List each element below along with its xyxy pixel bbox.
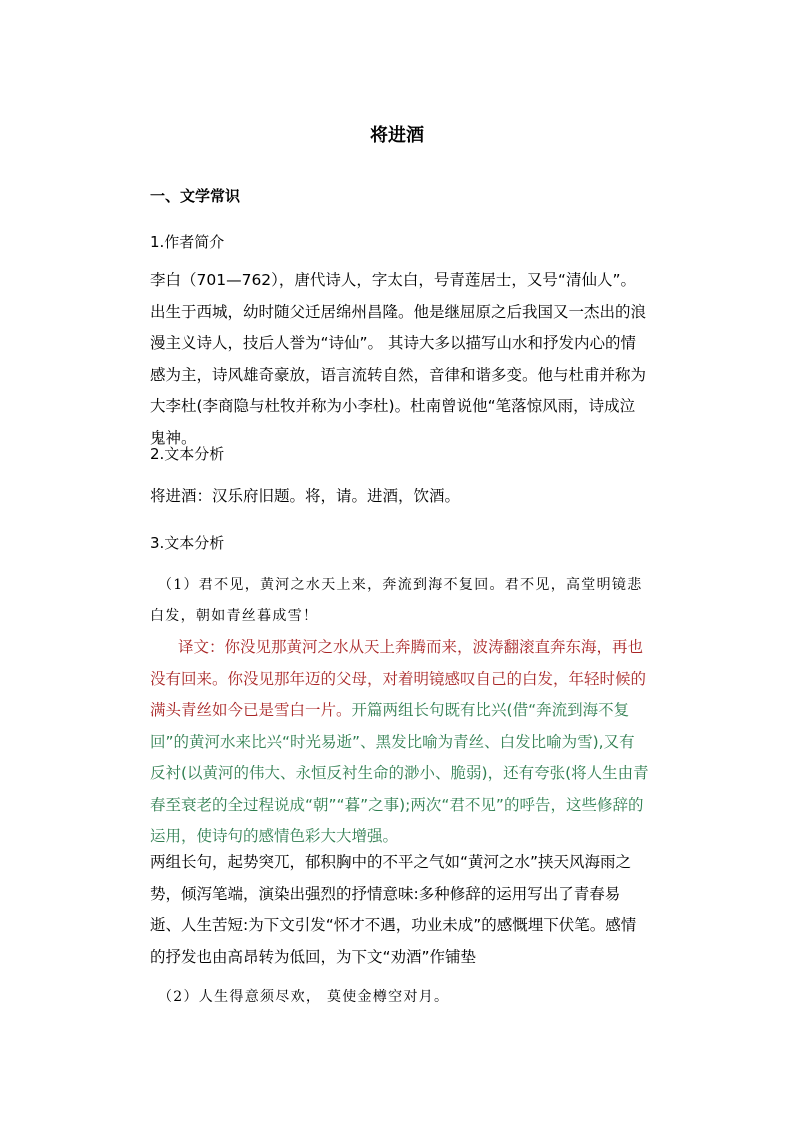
section-heading-literary-knowledge: 一、文学常识: [150, 187, 241, 205]
title-explanation: 将进酒：汉乐府旧题。将，请。进酒，饮酒。: [150, 487, 461, 505]
subheading-author-intro: 1.作者简介: [150, 233, 225, 251]
subheading-text-analysis-2: 3.文本分析: [150, 534, 225, 552]
verse-1: （1）君不见，黄河之水天上来，奔流到海不复回。君不见，高堂明镜悲白发，朝如青丝暮成雪！: [150, 577, 643, 624]
verse-2: （2）人生得意须尽欢， 莫使金樽空对月。: [158, 989, 450, 1005]
author-intro-paragraph: 李白（701—762），唐代诗人，字太白，号青莲居士，又号“清仙人”。出生于西城，幼时随父迁居绵州昌隆。他是继屈原之后我国又一杰出的浪漫主义诗人，技后人誉为“诗仙”。 其诗大多以描写山水和抒发内心的情感为主，诗风雄奇豪放，语言流转自然，音律和谐多变。他与杜甫并称为大李杜(李商隐与杜牧并称为小李杜)。杜南曾说他“笔落惊风雨，诗成泣鬼神。: [150, 271, 647, 447]
page-title: 将进酒: [370, 125, 424, 146]
analysis-paragraph-2: [150, 847, 650, 973]
translation-and-analysis: [150, 632, 650, 853]
analysis-text: 开篇两组长句既有比兴(借“奔流到海不复回”的黄河水来比兴“时光易逝”、黑发比喻为青丝、白发比喻为雪),又有反衬(以黄河的伟大、永恒反衬生命的渺小、脆弱)，还有夸张(将人生由青春至衰老的全过程说成“朝”“暮”之事);两次“君不见”的呼告，这些修辞的运用，使诗句的感情色彩大大增强。: [150, 701, 649, 845]
translation-text: 译文：你没见那黄河之水从天上奔腾而来，波涛翻滚直奔东海，再也没有回来。你没见那年迈的父母，对着明镜感叹自己的白发，年轻时候的满头青丝如今已是雪白一片。: [150, 638, 647, 719]
subheading-text-analysis-1: 2.文本分析: [150, 445, 225, 463]
analysis-2-text: 两组长句，起势突兀，郁积胸中的不平之气如“黄河之水”挟天风海雨之势，倾泻笔端，演染出强烈的抒情意味:多种修辞的运用写出了青春易逝、人生苦短:为下文引发“怀才不遇，功业未成”的感慨埋下伏笔。感情的抒发也由高昂转为低回，为下文“劝酒”作铺垫: [150, 853, 637, 966]
